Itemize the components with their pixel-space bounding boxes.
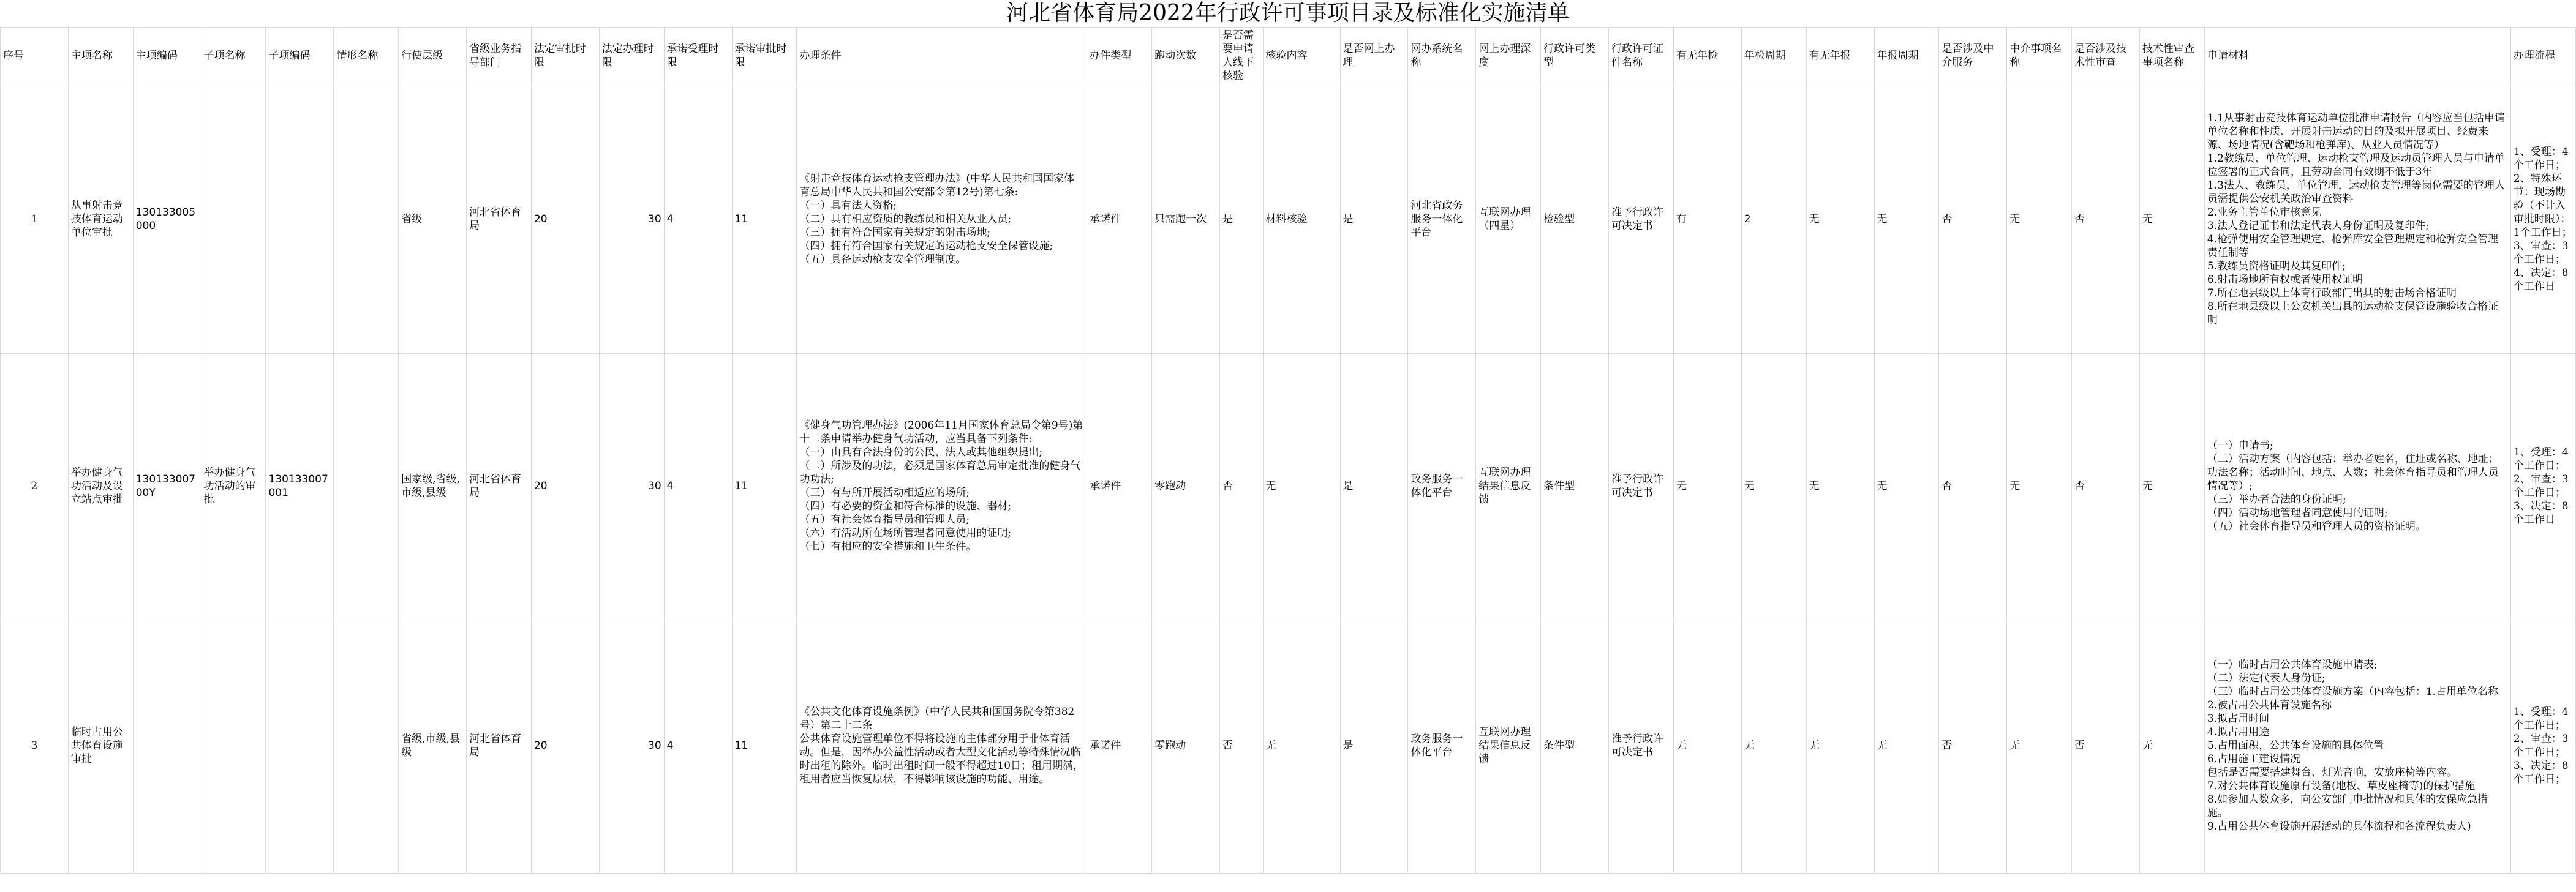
table-row xyxy=(1,354,2576,618)
case-name xyxy=(334,84,399,354)
annual-inspection: 有 xyxy=(1673,84,1741,354)
verify-content: 材料核验 xyxy=(1263,84,1340,354)
legal-handling-limit: 30 xyxy=(599,354,664,618)
header-cell: 是否涉及中介服务 xyxy=(1939,28,2007,84)
level-cell: 省级 xyxy=(399,84,467,354)
header-cell: 子项名称 xyxy=(201,28,266,84)
tech-review-flag: 否 xyxy=(2072,618,2140,874)
intermediary-flag: 否 xyxy=(1939,84,2007,354)
dept-cell: 河北省体育局 xyxy=(467,354,532,618)
header-cell: 技术性审查事项名称 xyxy=(2140,28,2205,84)
sub-item-name xyxy=(201,84,266,354)
tech-review-name: 无 xyxy=(2140,354,2205,618)
permit-doc: 准予行政许可决定书 xyxy=(1609,84,1674,354)
trip-count: 零跑动 xyxy=(1152,618,1220,874)
main-item-code xyxy=(133,618,201,874)
header-cell: 年报周期 xyxy=(1874,28,1939,84)
header-cell: 法定办理时限 xyxy=(599,28,664,84)
annual-report: 无 xyxy=(1806,354,1874,618)
header-cell: 情形名称 xyxy=(334,28,399,84)
tech-review-name: 无 xyxy=(2140,618,2205,874)
header-row xyxy=(1,28,2576,84)
seq-cell: 1 xyxy=(1,84,69,354)
online-depth: 互联网办理（四星） xyxy=(1476,84,1541,354)
main-item-name: 举办健身气功活动及设立站点审批 xyxy=(68,354,133,618)
case-name xyxy=(334,618,399,874)
conditions-cell: 《健身气功管理办法》(2006年11月国家体育总局令第9号)第十二条申请举办健身气功活动，应当具备下列条件: （一）由具有合法身份的公民、法人或其他组织提出; （二）所涉及的功法，必须是国家体育总局审定批准的健身气功功法; （三）有与所开展活动相适应的场所; （四）有必要的资金和符合标准的设施、器材; （五）有社会体育指导员和管理人员; （六）有活动所在场所管理者同意使用的证明; （七）有相应的安全措施和卫生条件。 xyxy=(797,354,1087,618)
process-cell: 1、受理：4个工作日；2、特殊环节：现场勘验（不计入审批时限）：1个工作日；3、审查：3个工作日；4、决定：8个工作日 xyxy=(2510,84,2575,354)
annual-inspection: 无 xyxy=(1673,354,1741,618)
header-cell: 承诺审批时限 xyxy=(732,28,797,84)
main-item-name: 临时占用公共体育设施审批 xyxy=(68,618,133,874)
online-handling: 是 xyxy=(1340,354,1408,618)
offline-verify: 是 xyxy=(1219,84,1263,354)
intermediary-name: 无 xyxy=(2007,618,2072,874)
tech-review-flag: 否 xyxy=(2072,354,2140,618)
table-row xyxy=(1,84,2576,354)
offline-verify: 否 xyxy=(1219,354,1263,618)
header-cell: 法定审批时限 xyxy=(531,28,599,84)
promised-approval-limit: 11 xyxy=(732,84,797,354)
header-cell: 主项编码 xyxy=(133,28,201,84)
intermediary-name: 无 xyxy=(2007,84,2072,354)
level-cell: 省级,市级,县级 xyxy=(399,618,467,874)
legal-handling-limit: 30 xyxy=(599,84,664,354)
header-cell: 办件类型 xyxy=(1087,28,1152,84)
sub-item-name: 举办健身气功活动的审批 xyxy=(201,354,266,618)
legal-approval-limit: 20 xyxy=(531,354,599,618)
conditions-cell: 《射击竞技体育运动枪支管理办法》(中华人民共和国国家体育总局中华人民共和国公安部令第12号)第七条: （一）具有法人资格; （二）具有相应资质的教练员和相关从业人员; （三）拥有符合国家有关规定的射击场地; （四）拥有符合国家有关规定的运动枪支安全保管设施; （五）具备运动枪支安全管理制度。 xyxy=(797,84,1087,354)
permit-type: 条件型 xyxy=(1541,354,1609,618)
header-cell: 行政许可证件名称 xyxy=(1609,28,1674,84)
report-cycle: 无 xyxy=(1874,354,1939,618)
conditions-cell: 《公共文化体育设施条例》（中华人民共和国国务院令第382号）第二十二条 公共体育设施管理单位不得将设施的主体部分用于非体育活动。但是，因举办公益性活动或者大型文化活动等特殊情况临时出租的除外。临时出租时间一般不得超过10日；租用期满，租用者应当恢复原状，不得影响该设施的功能、用途。 xyxy=(797,618,1087,874)
sheet-title: 河北省体育局2022年行政许可事项目录及标准化实施清单 xyxy=(1006,1,1570,26)
sub-item-code xyxy=(266,84,334,354)
permit-doc: 准予行政许可决定书 xyxy=(1609,618,1674,874)
annual-report: 无 xyxy=(1806,84,1874,354)
report-cycle: 无 xyxy=(1874,84,1939,354)
header-cell: 是否需要申请人线下核验 xyxy=(1219,28,1263,84)
legal-approval-limit: 20 xyxy=(531,84,599,354)
permit-table xyxy=(0,27,2576,874)
online-system: 政务服务一体化平台 xyxy=(1408,618,1476,874)
seq-cell: 2 xyxy=(1,354,69,618)
seq-cell: 3 xyxy=(1,618,69,874)
case-type: 承诺件 xyxy=(1087,618,1152,874)
trip-count: 只需跑一次 xyxy=(1152,84,1220,354)
sub-item-code xyxy=(266,618,334,874)
header-cell: 行使层级 xyxy=(399,28,467,84)
legal-handling-limit: 30 xyxy=(599,618,664,874)
inspection-cycle: 无 xyxy=(1741,618,1806,874)
main-item-name: 从事射击竞技体育运动单位审批 xyxy=(68,84,133,354)
permit-doc: 准予行政许可决定书 xyxy=(1609,354,1674,618)
report-cycle: 无 xyxy=(1874,618,1939,874)
header-cell: 办理条件 xyxy=(797,28,1087,84)
header-cell: 序号 xyxy=(1,28,69,84)
annual-inspection: 无 xyxy=(1673,618,1741,874)
online-system: 政务服务一体化平台 xyxy=(1408,354,1476,618)
online-handling: 是 xyxy=(1340,618,1408,874)
header-cell: 是否涉及技术性审查 xyxy=(2072,28,2140,84)
header-cell: 申请材料 xyxy=(2204,28,2510,84)
sub-item-name xyxy=(201,618,266,874)
tech-review-name: 无 xyxy=(2140,84,2205,354)
trip-count: 零跑动 xyxy=(1152,354,1220,618)
promised-accept-limit: 4 xyxy=(664,354,732,618)
header-cell: 子项编码 xyxy=(266,28,334,84)
level-cell: 国家级,省级,市级,县级 xyxy=(399,354,467,618)
materials-cell: 1.1从事射击竞技体育运动单位批准申请报告（内容应当包括申请单位名称和性质、开展射击运动的目的及拟开展项目、经费来源、场地情况(含靶场和枪弹库)、从业人员情况等） 1.2教练员、单位管理、运动枪支管理及运动员管理人员与申请单位签署的正式合同，且劳动合同有效期不低于3年 1.3法人、教练员，单位管理，运动枪支管理等岗位需要的管理人员需提供公安机关政治审查资料 2.业务主管单位审核意见 3.法人登记证书和法定代表人身份证明及复印件; 4.枪弹使用安全管理规定、枪弹库安全管理规定和枪弹安全管理责任制等 5.教练员资格证明及其复印件; 6.射击场地所有权或者使用权证明 7.所在地县级以上体育行政部门出具的射击场合格证明 8.所在地县级以上公安机关出具的运动枪支保管设施验收合格证明 xyxy=(2204,84,2510,354)
verify-content: 无 xyxy=(1263,354,1340,618)
inspection-cycle: 2 xyxy=(1741,84,1806,354)
case-name xyxy=(334,354,399,618)
legal-approval-limit: 20 xyxy=(531,618,599,874)
header-cell: 有无年检 xyxy=(1673,28,1741,84)
header-cell: 有无年报 xyxy=(1806,28,1874,84)
materials-cell: （一）申请书; （二）活动方案（内容包括：举办者姓名，住址或名称、地址；功法名称；活动时间、地点、人数；社会体育指导员和管理人员情况等）; （三）举办者合法的身份证明; （四）活动场地管理者同意使用的证明; （五）社会体育指导员和管理人员的资格证明。 xyxy=(2204,354,2510,618)
header-cell: 省级业务指导部门 xyxy=(467,28,532,84)
case-type: 承诺件 xyxy=(1087,84,1152,354)
case-type: 承诺件 xyxy=(1087,354,1152,618)
online-depth: 互联网办理结果信息反馈 xyxy=(1476,354,1541,618)
dept-cell: 河北省体育局 xyxy=(467,84,532,354)
offline-verify: 否 xyxy=(1219,618,1263,874)
header-cell: 行政许可类型 xyxy=(1541,28,1609,84)
verify-content: 无 xyxy=(1263,618,1340,874)
header-cell: 网上办理深度 xyxy=(1476,28,1541,84)
header-cell: 网办系统名称 xyxy=(1408,28,1476,84)
header-cell: 中介事项名称 xyxy=(2007,28,2072,84)
annual-report: 无 xyxy=(1806,618,1874,874)
permit-type: 检验型 xyxy=(1541,84,1609,354)
materials-cell: （一）临时占用公共体育设施申请表; （二）法定代表人身份证; （三）临时占用公共体育设施方案（内容包括：1.占用单位名称 2.被占用公共体育设施名称 3.拟占用时间 4.拟占用用途 5.占用面积，公共体育设施的具体位置 6.占用施工建设情况 包括是否需要搭建舞台、灯光音响，安放座椅等内容。 7.对公共体育设施原有设备(地板、草皮座椅等)的保护措施 8.如参加人数众多，向公安部门申批情况和具体的安保应急措施。 9.占用公共体育设施开展活动的具体流程和各流程负责人) xyxy=(2204,618,2510,874)
online-handling: 是 xyxy=(1340,84,1408,354)
promised-accept-limit: 4 xyxy=(664,84,732,354)
online-depth: 互联网办理结果信息反馈 xyxy=(1476,618,1541,874)
main-item-code: 130133005000 xyxy=(133,84,201,354)
sub-item-code: 130133007001 xyxy=(266,354,334,618)
intermediary-name: 无 xyxy=(2007,354,2072,618)
header-cell: 主项名称 xyxy=(68,28,133,84)
header-cell: 核验内容 xyxy=(1263,28,1340,84)
table-row xyxy=(1,618,2576,874)
process-cell: 1、受理：4个工作日；2、审查：3个工作日；3、决定：8个工作日； xyxy=(2510,618,2575,874)
tech-review-flag: 否 xyxy=(2072,84,2140,354)
header-cell: 承诺受理时限 xyxy=(664,28,732,84)
header-cell: 是否网上办理 xyxy=(1340,28,1408,84)
header-cell: 跑动次数 xyxy=(1152,28,1220,84)
main-item-code: 13013300700Y xyxy=(133,354,201,618)
dept-cell: 河北省体育局 xyxy=(467,618,532,874)
online-system: 河北省政务服务一体化平台 xyxy=(1408,84,1476,354)
process-cell: 1、受理：4个工作日；2、审查：3个工作日；3、决定：8个工作日 xyxy=(2510,354,2575,618)
promised-approval-limit: 11 xyxy=(732,354,797,618)
intermediary-flag: 否 xyxy=(1939,354,2007,618)
intermediary-flag: 否 xyxy=(1939,618,2007,874)
promised-approval-limit: 11 xyxy=(732,618,797,874)
permit-type: 条件型 xyxy=(1541,618,1609,874)
header-cell: 年检周期 xyxy=(1741,28,1806,84)
header-cell: 办理流程 xyxy=(2510,28,2575,84)
inspection-cycle: 无 xyxy=(1741,354,1806,618)
promised-accept-limit: 4 xyxy=(664,618,732,874)
